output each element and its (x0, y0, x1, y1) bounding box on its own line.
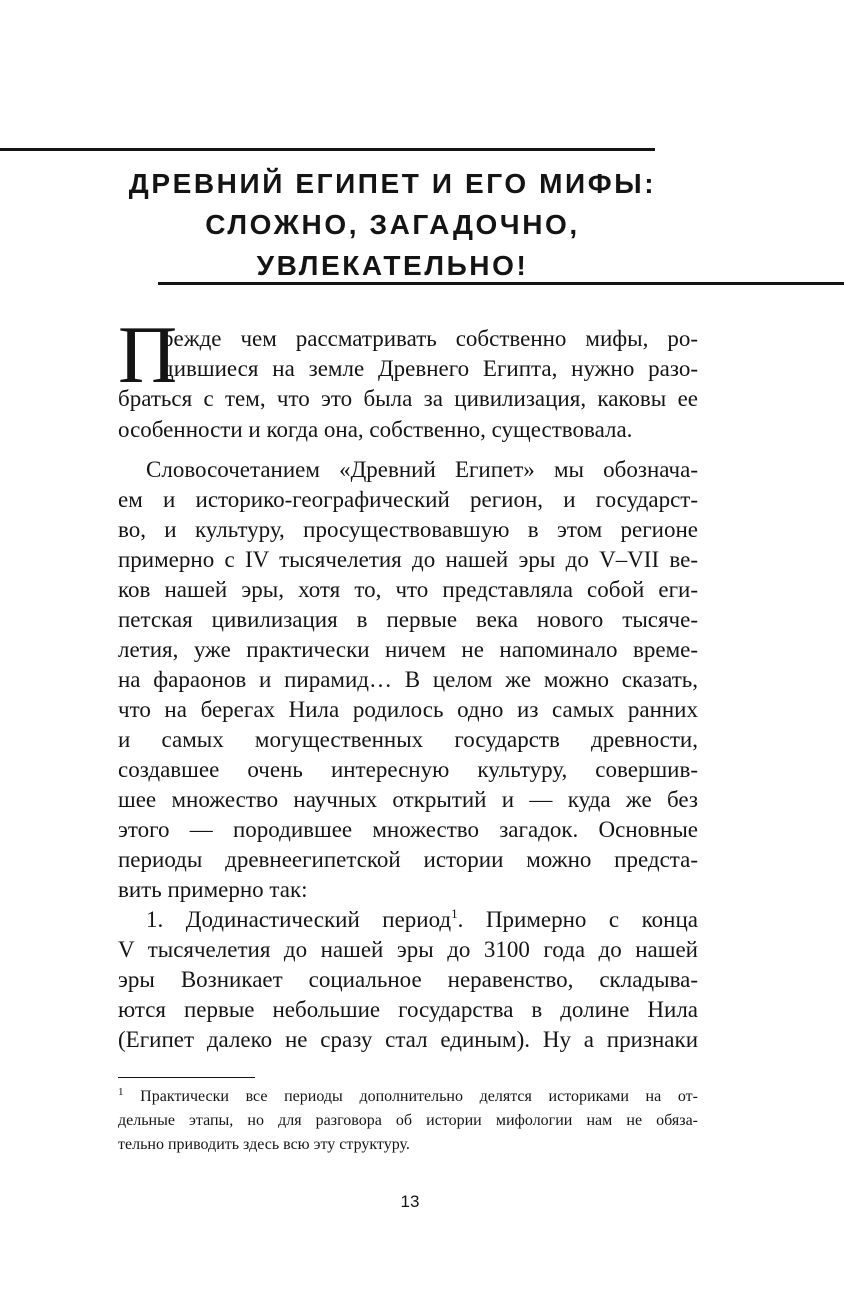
heading-top-rule (0, 148, 655, 151)
footnote-reference: 1 (451, 906, 458, 921)
paragraph-2-line: этого — породившее множество загадок. Основные (118, 817, 698, 842)
chapter-title-line-2: СЛОЖНО, ЗАГАДОЧНО, (205, 209, 580, 240)
paragraph-2-line: что на берегах Нила родилось одно из самых ранних (118, 697, 698, 722)
footnote-line: тельно приводить здесь всю эту структуру. (118, 1136, 410, 1153)
heading-bottom-rule (158, 282, 844, 285)
period-description-start: . Примерно с конца (457, 907, 698, 932)
paragraph-2-line: Словосочетанием «Древний Египет» мы обознача- (146, 457, 698, 482)
paragraph-2-line: создавшее очень интересную культуру, совершив- (118, 757, 698, 782)
paragraph-2-line: петская цивилизация в первые века нового тысяче- (118, 607, 698, 632)
paragraph-1-line: дившиеся на земле Древнего Египта, нужно разо- (162, 356, 698, 381)
paragraph-1-line: браться с тем, что это была за цивилизация, каковы ее (118, 386, 698, 411)
paragraph-2-line: летия, уже практически ничем не напоминало време- (118, 637, 698, 662)
paragraph-3-line: эры Возникает социальное неравенство, складыва- (118, 967, 698, 992)
paragraph-1-line: особенности и когда она, собственно, существовала. (118, 417, 633, 442)
chapter-title-line-1: ДРЕВНИЙ ЕГИПЕТ И ЕГО МИФЫ: (128, 168, 657, 199)
footnote-line: дельные этапы, но для разговора об истории мифологии нам не обяза- (118, 1112, 698, 1129)
paragraph-3-line: ются первые небольшие государства в долине Нила (118, 997, 698, 1022)
paragraph-3-line: (Египет далеко не сразу стал единым). Ну а признаки (118, 1027, 698, 1052)
footnote-text: Практически все периоды дополнительно делятся историками на от- (123, 1088, 698, 1105)
footnote-marker: 1 (118, 1086, 124, 1098)
paragraph-2-line: ков нашей эры, хотя то, что представляла собой еги- (118, 577, 698, 602)
paragraph-1-line: режде чем рассматривать собственно мифы, ро- (162, 326, 698, 351)
paragraph-2-line: во, и культуру, просуществовавшую в этом регионе (118, 517, 698, 542)
chapter-title (80, 163, 705, 286)
footnote-line (118, 1085, 698, 1109)
drop-cap: П (118, 309, 178, 400)
paragraph-2-line: периоды древнеегипетской истории можно предста- (118, 847, 698, 872)
paragraph-2-line: вить примерно так: (118, 877, 308, 902)
footnote-separator (118, 1077, 255, 1078)
paragraph-3-line: V тысячелетия до нашей эры до 3100 года до нашей (118, 937, 698, 962)
page-number: 13 (400, 1192, 420, 1211)
chapter-title-line-3: УВЛЕКАТЕЛЬНО! (256, 250, 529, 281)
paragraph-2-line: шее множество научных открытий и — куда же без (118, 787, 698, 812)
paragraph-2-line: ем и историко-географический регион, и государст- (118, 487, 698, 512)
paragraph-3-first-line (146, 905, 698, 935)
period-title: 1. Додинастический период (146, 907, 452, 932)
paragraph-2-line: примерно с IV тысячелетия до нашей эры до V–VII ве- (118, 547, 698, 572)
paragraph-2-line: на фараонов и пирамид… В целом же можно сказать, (118, 667, 698, 692)
paragraph-2-line: и самых могущественных государств древности, (118, 727, 698, 752)
